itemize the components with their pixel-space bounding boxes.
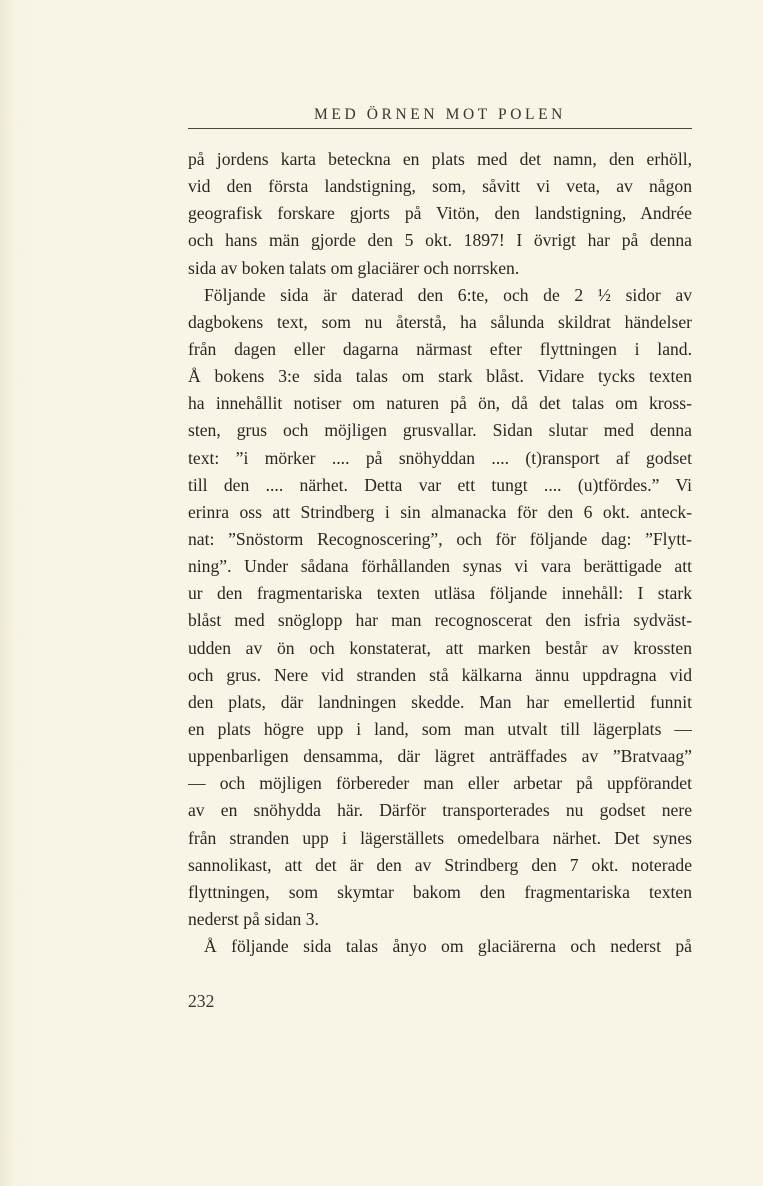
text-line: till den .... närhet. Detta var ett tungt .... (u)tfördes.” Vi xyxy=(188,474,692,495)
text-line: och grus. Nere vid stranden stå kälkarna ännu uppdragna vid xyxy=(188,664,692,685)
text-line: ha innehållit notiser om naturen på ön, då det talas om kross- xyxy=(188,393,692,414)
text-line: Å bokens 3:e sida talas om stark blåst. Vidare tycks texten xyxy=(188,366,692,387)
header-rule xyxy=(188,128,692,129)
text-line: text: ”i mörker .... på snöhyddan .... (t)ransport af godset xyxy=(188,447,692,468)
text-line: från stranden upp i lägerställets omedelbara närhet. Det synes xyxy=(188,827,692,848)
text-line: från dagen eller dagarna närmast efter flyttningen i land. xyxy=(188,338,692,359)
text-line: den plats, där landningen skedde. Man har emellertid funnit xyxy=(188,691,692,712)
text-line: erinra oss att Strindberg i sin almanacka för den 6 okt. anteck- xyxy=(188,501,692,522)
paragraph-3 xyxy=(188,933,692,960)
text-line: vid den första landstigning, som, såvitt vi veta, av någon xyxy=(188,176,692,197)
text-line: sida av boken talats om glaciärer och norrsken. xyxy=(188,257,520,278)
text-line: — och möjligen förbereder man eller arbetar på uppförandet xyxy=(188,773,692,794)
paragraph-1 xyxy=(188,146,692,282)
text-line: nat: ”Snöstorm Recognoscering”, och för följande dag: ”Flytt- xyxy=(188,528,692,549)
text-line: och hans män gjorde den 5 okt. 1897! I övrigt har på denna xyxy=(188,230,692,251)
running-head: MED ÖRNEN MOT POLEN xyxy=(314,106,566,123)
text-line: Å följande sida talas ånyo om glaciärerna och nederst på xyxy=(204,936,692,957)
text-line: blåst med snöglopp har man recognoscerat den isfria sydväst- xyxy=(188,610,692,631)
text-line: en plats högre upp i land, som man utvalt till lägerplats — xyxy=(188,718,692,739)
text-line: Följande sida är daterad den 6:te, och de 2 ½ sidor av xyxy=(204,284,692,305)
text-line: nederst på sidan 3. xyxy=(188,908,319,929)
paragraph-2 xyxy=(188,282,692,933)
text-line: uppenbarligen densamma, där lägret anträffades av ”Bratvaag” xyxy=(188,746,692,767)
text-line: dagbokens text, som nu återstå, ha sålunda skildrat händelser xyxy=(188,311,692,332)
text-line: på jordens karta beteckna en plats med det namn, den erhöll, xyxy=(188,149,692,169)
text-line: geografisk forskare gjorts på Vitön, den landstigning, Andrée xyxy=(188,203,692,224)
text-line: sten, grus och möjligen grusvallar. Sidan slutar med denna xyxy=(188,420,692,441)
text-line: sannolikast, att det är den av Strindberg den 7 okt. noterade xyxy=(188,854,692,875)
text-line: flyttningen, som skymtar bakom den fragmentariska texten xyxy=(188,881,692,902)
text-line: ning”. Under sådana förhållanden synas vi vara berättigade att xyxy=(188,556,692,577)
page-number: 232 xyxy=(188,991,215,1011)
text-line: udden av ön och konstaterat, att marken består av krossten xyxy=(188,637,692,658)
text-line: ur den fragmentariska texten utläsa följande innehåll: I stark xyxy=(188,583,692,604)
text-line: av en snöhydda här. Därför transporterades nu godset nere xyxy=(188,800,692,821)
body-text xyxy=(188,146,692,960)
